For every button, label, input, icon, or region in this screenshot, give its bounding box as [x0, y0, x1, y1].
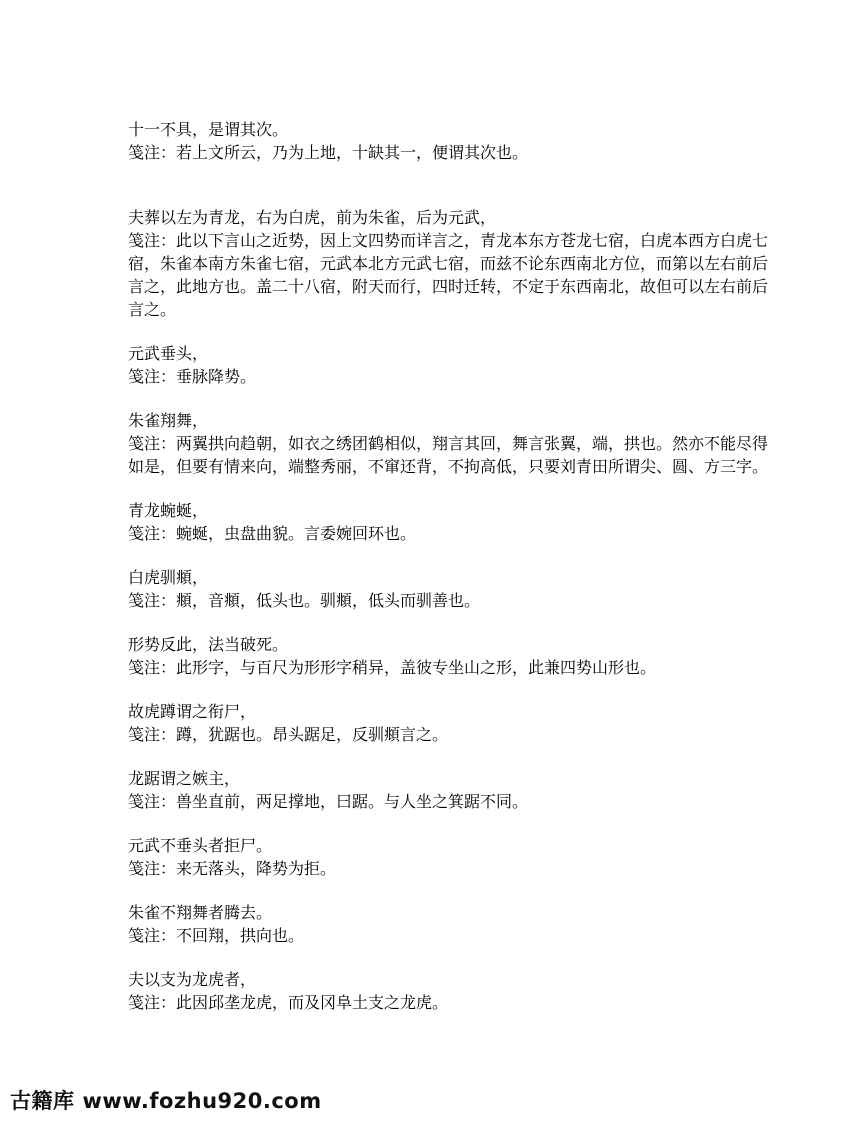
entry-text: 青龙蜿蜒， — [128, 501, 209, 520]
entry-note: 笺注：蹲，犹踞也。昂头踞足，反驯頫言之。 — [128, 725, 449, 744]
entry — [128, 206, 778, 321]
entry — [128, 118, 778, 164]
document-body — [128, 118, 778, 1035]
entry-text: 十一不具，是谓其次。 — [128, 120, 289, 139]
entry — [128, 834, 778, 880]
entry-note: 笺注：此因邱垄龙虎，而及冈阜土支之龙虎。 — [128, 993, 449, 1012]
entry-note: 笺注：来无落头，降势为拒。 — [128, 859, 337, 878]
entry-note: 笺注：垂脉降势。 — [128, 367, 257, 386]
entry-note: 笺注：不回翔，拱向也。 — [128, 926, 305, 945]
entry-note: 笺注：蜿蜒，虫盘曲貌。言委婉回环也。 — [128, 524, 417, 543]
entry — [128, 566, 778, 612]
entry-note: 笺注：若上文所云，乃为上地，十缺其一，便谓其次也。 — [128, 143, 529, 162]
entry-text: 龙踞谓之嫉主， — [128, 769, 241, 788]
footer-watermark — [10, 1088, 322, 1114]
footer-brand: 古籍库 — [10, 1089, 75, 1113]
entry — [128, 968, 778, 1014]
entry-text: 夫以支为龙虎者， — [128, 970, 257, 989]
entry — [128, 409, 778, 478]
entry — [128, 901, 778, 947]
entry-text: 故虎蹲谓之衔尸， — [128, 702, 257, 721]
entry — [128, 633, 778, 679]
entry-text: 朱雀翔舞， — [128, 411, 209, 430]
entry-note: 笺注：頫，音頫，低头也。驯頫，低头而驯善也。 — [128, 591, 481, 610]
entry-text: 元武垂头， — [128, 344, 209, 363]
entry-note: 笺注：两翼拱向趋朝，如衣之绣团鹤相似，翔言其回，舞言张翼，端，拱也。然亦不能尽得如是，但要有情来向，端整秀丽，不窜还背，不拘高低，只要刘青田所谓尖、圆、方三字。 — [128, 434, 769, 476]
entry-note: 笺注：兽坐直前，两足撑地，曰踞。与人坐之箕踞不同。 — [128, 792, 529, 811]
entry-note: 笺注：此形字，与百尺为形形字稍异，盖彼专坐山之形，此兼四势山形也。 — [128, 658, 657, 677]
entry — [128, 767, 778, 813]
footer-site-url[interactable]: www.fozhu920.com — [82, 1089, 322, 1113]
entry-note: 笺注：此以下言山之近势，因上文四势而详言之，青龙本东方苍龙七宿，白虎本西方白虎七宿，朱雀本南方朱雀七宿，元武本北方元武七宿，而兹不论东西南北方位，而第以左右前后言之，此地方也。盖二十八宿，附天而行，四时迁转，不定于东西南北，故但可以左右前后言之。 — [128, 231, 769, 319]
entry-text: 朱雀不翔舞者腾去。 — [128, 903, 273, 922]
entry-text: 元武不垂头者拒尸。 — [128, 836, 273, 855]
entry — [128, 700, 778, 746]
entry — [128, 499, 778, 545]
entry — [128, 342, 778, 388]
entry-text: 形势反此，法当破死。 — [128, 635, 289, 654]
entry-text: 白虎驯頫， — [128, 568, 209, 587]
entry-text: 夫葬以左为青龙，右为白虎，前为朱雀，后为元武， — [128, 208, 497, 227]
